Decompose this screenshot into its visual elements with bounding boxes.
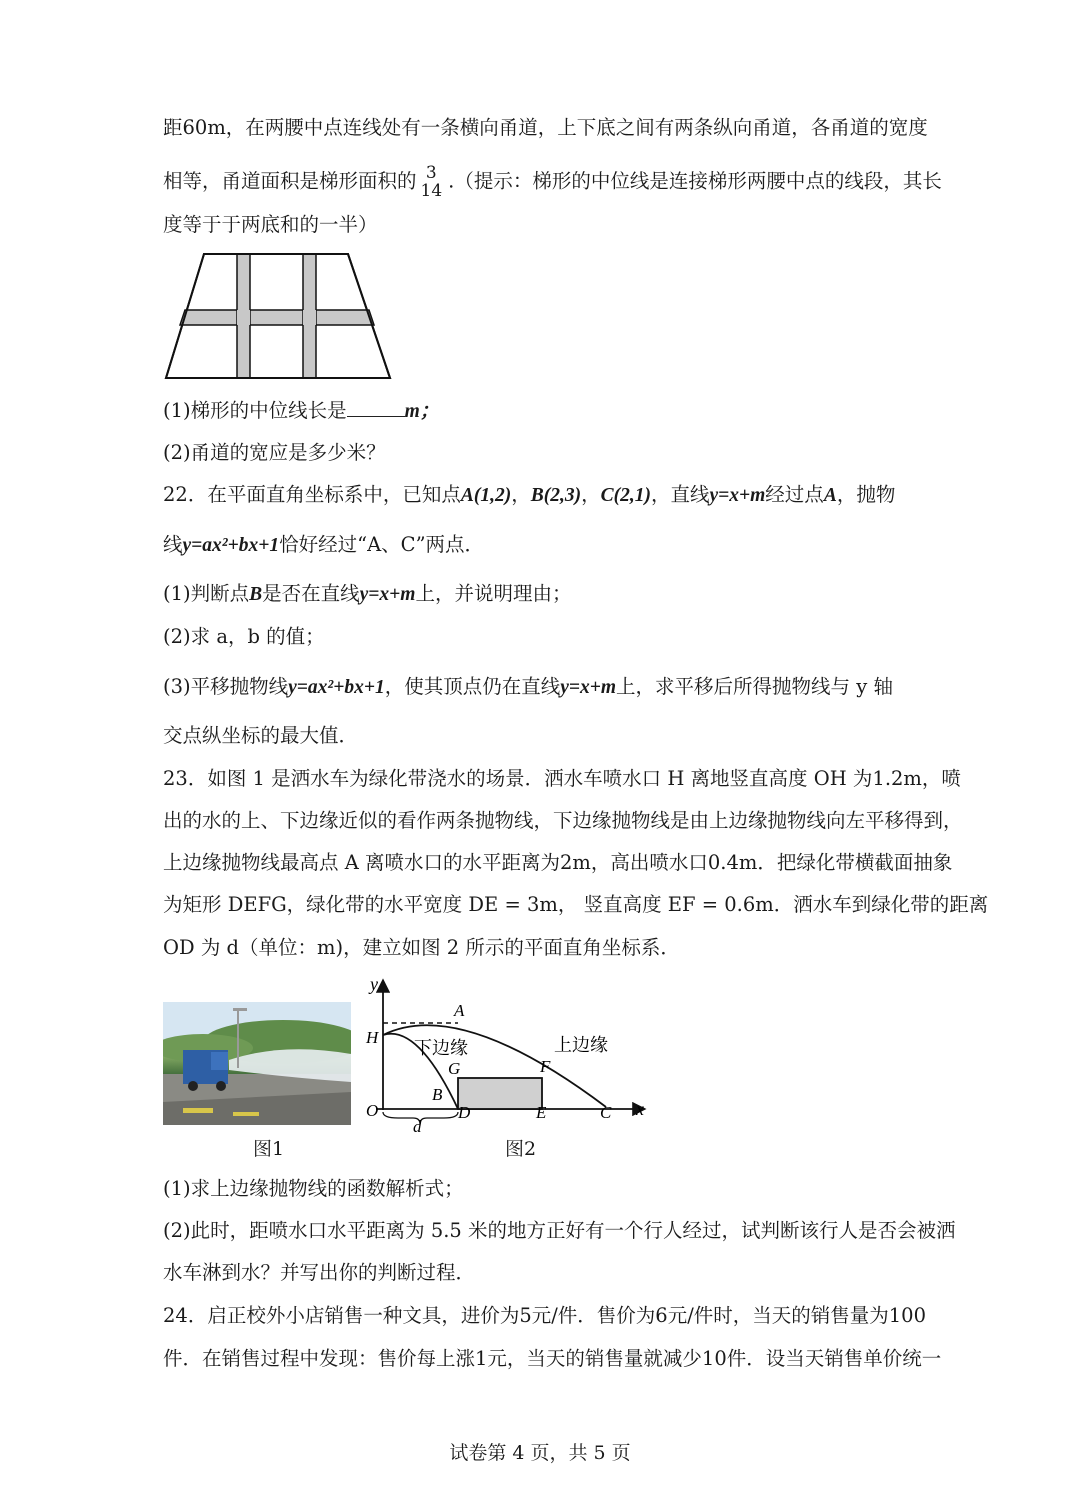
q22-part1-pre: (1)判断点 (163, 582, 250, 605)
q22-line2 (163, 531, 923, 560)
q22-text-e: 线 (163, 533, 183, 556)
q22-part2: (2)求 a，b 的值； (163, 625, 325, 648)
q21-part1 (163, 397, 923, 426)
q22-text-a: 22．在平面直角坐标系中，已知点 (163, 483, 461, 506)
sprinkler-truck-photo (163, 1002, 351, 1125)
point-c: C(2,1) (600, 485, 651, 506)
q24-line2: 件．在销售过程中发现：售价每上涨1元，当天的销售量就减少10件．设当天销售单价统一 (163, 1347, 942, 1370)
q22-part3-parabola: y=ax²+bx+1 (288, 677, 385, 698)
q22-line1: 22．在平面直角坐标系中，已知点A(1,2)，B(2,3)，C(2,1)，直线y=x+m经过点A，抛物 (163, 483, 896, 506)
q22-text-c: 经过点 (765, 483, 824, 506)
answer-blank[interactable] (347, 398, 405, 417)
q22-text-f: 恰好经过“A、C”两点． (279, 533, 485, 556)
point-h-label: H (366, 1028, 379, 1047)
figure2-caption: 图2 (505, 1138, 537, 1160)
fraction-denominator: 14 (420, 181, 443, 201)
point-f-label: F (540, 1057, 551, 1076)
q23-line4: 为矩形 DEFG，绿化带的水平宽度 DE = 3m， 竖直高度 EF = 0.6m．洒水车到绿化带的距离 (163, 893, 989, 916)
point-e-label: E (536, 1103, 547, 1122)
q22-part3-cont: 交点纵坐标的最大值． (163, 724, 359, 747)
q21-part1-pre: (1)梯形的中位线长是 (163, 399, 347, 422)
text-line-2-post: .（提示：梯形的中位线是连接梯形两腰中点的线段，其长 (448, 169, 942, 193)
q22-part1-post: 上，并说明理由； (415, 582, 572, 605)
coordinate-diagram (358, 972, 658, 1132)
upper-edge-label: 上边缘 (554, 1035, 608, 1056)
q22-part1-mid: 是否在直线 (262, 582, 360, 605)
point-d-label: D (458, 1103, 471, 1122)
point-g-label: G (448, 1059, 461, 1078)
distance-d-label: d (413, 1117, 422, 1132)
page-footer: 试卷第 4 页，共 5 页 (449, 1442, 631, 1464)
q22-part3-mid: ，使其顶点仍在直线 (384, 675, 561, 698)
fraction-numerator: 3 (425, 163, 437, 183)
q23-line5: OD 为 d（单位：m)，建立如图 2 所示的平面直角坐标系． (163, 936, 680, 959)
point-a-label: A (454, 1001, 465, 1020)
lower-edge-label: 下边缘 (414, 1038, 468, 1059)
trapezoid-figure (160, 248, 396, 384)
figure1-caption: 图1 (253, 1138, 285, 1160)
q23-line2: 出的水的上、下边缘近似的看作两条抛物线，下边缘抛物线是由上边缘抛物线向左平移得到， (163, 809, 963, 832)
q23-part2-line2: 水车淋到水？并写出你的判断过程． (163, 1261, 476, 1284)
q22-part1-line: y=x+m (359, 584, 416, 605)
text-line-2-pre: 相等，甬道面积是梯形面积的 (163, 169, 417, 193)
fraction-3-14 (421, 164, 443, 200)
q23-line3: 上边缘抛物线最高点 A 离喷水口的水平距离为2m，高出喷水口0.4m．把绿化带横截面抽象 (163, 851, 953, 874)
q23-part1: (1)求上边缘抛物线的函数解析式； (163, 1177, 464, 1200)
q22-part3 (163, 673, 923, 702)
origin-label: O (366, 1101, 379, 1120)
q23-part2-line1: (2)此时，距喷水口水平距离为 5.5 米的地方正好有一个行人经过，试判断该行人是否会被洒 (163, 1219, 956, 1242)
text-line-3: 度等于于两底和的一半） (163, 213, 378, 236)
x-axis-label: x (636, 1099, 644, 1119)
q22-part3-post: 上，求平移后所得抛物线与 y 轴 (616, 675, 893, 698)
point-c-label: C (600, 1103, 612, 1122)
q22-part1 (163, 580, 923, 609)
point-b-label: B (432, 1085, 443, 1104)
q21-part1-post: m； (404, 401, 440, 422)
q22-text-d: ，抛物 (836, 483, 896, 506)
point-b: B(2,3) (530, 485, 582, 506)
q22-part1-b: B (249, 584, 263, 605)
q21-part2: (2)甬道的宽应是多少米？ (163, 441, 386, 464)
text-line-1: 距60m，在两腰中点连线处有一条横向甬道，上下底之间有两条纵向甬道，各甬道的宽度 (163, 116, 928, 139)
y-axis-label: y (370, 974, 378, 994)
q24-line1: 24．启正校外小店销售一种文具，进价为5元/件．售价为6元/件时，当天的销售量为100 (163, 1304, 926, 1327)
q22-text-b: ，直线 (650, 483, 710, 506)
q22-part3-line: y=x+m (560, 677, 617, 698)
line-equation: y=x+m (709, 485, 766, 506)
parabola-equation: y=ax²+bx+1 (182, 535, 280, 556)
point-a: A(1,2) (460, 485, 512, 506)
q23-line1: 23．如图 1 是洒水车为绿化带浇水的场景．洒水车喷水口 H 离地竖直高度 OH 为1.2m，喷 (163, 767, 961, 790)
text-line-2 (163, 163, 942, 201)
point-a-ref: A (823, 485, 837, 506)
photo-illustration (163, 1002, 351, 1125)
q22-part3-pre: (3)平移抛物线 (163, 675, 289, 698)
